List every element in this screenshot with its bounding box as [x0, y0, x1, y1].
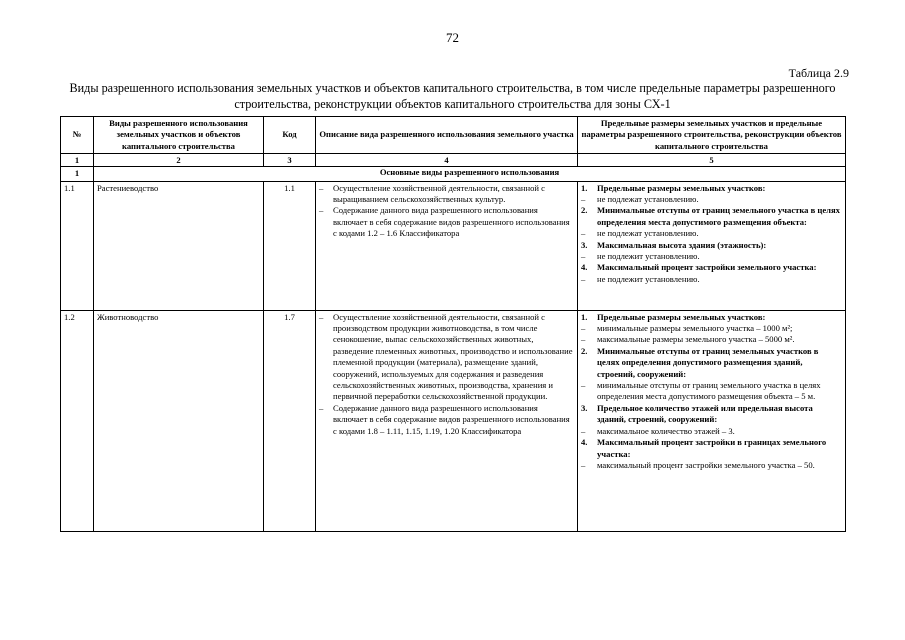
param-heading: [581, 437, 842, 460]
param-value-text: минимальные размеры земельного участка – 1000 м²;: [597, 323, 793, 334]
param-heading-text: Предельные размеры земельных участков:: [597, 311, 766, 322]
param-heading-text: Предельные размеры земельных участков:: [597, 182, 766, 193]
param-heading: [581, 205, 842, 228]
list-item: [319, 183, 574, 206]
param-number: 1.: [581, 311, 588, 322]
param-value-text: не подлежит установлению.: [597, 273, 700, 284]
param-block: [581, 312, 842, 346]
page-number: 72: [446, 30, 459, 45]
param-heading-text: Максимальный процент застройки земельного участка:: [597, 262, 817, 273]
param-number: 4.: [581, 262, 588, 273]
param-block: [581, 183, 842, 206]
section-num: 1: [61, 167, 94, 181]
header-row: [61, 117, 846, 154]
param-number: 1.: [581, 182, 588, 193]
table-row: [61, 181, 846, 310]
index-cell: 2: [94, 154, 264, 167]
param-heading: [581, 346, 842, 380]
param-number: 4.: [581, 437, 588, 448]
row-name: Животноводство: [94, 310, 264, 531]
dash-bullet: –: [319, 182, 324, 193]
dash-bullet: –: [319, 402, 324, 413]
dash-bullet: –: [319, 311, 324, 322]
param-heading: [581, 403, 842, 426]
param-value-text: максимальное количество этажей – 3.: [597, 425, 735, 436]
param-value: – минимальные отступы от границ земельного участка в целях определения места допустимого размещения объекта – 5 м.: [581, 380, 821, 402]
description-text: Осуществление хозяйственной деятельности, связанной с производством продукции животноводства, в том числе сенокошение, выпас сельскохозяйственных животных, разведение племенных животных, производство и использование племенной продукции (материала), размещение зданий, сооружений, используемых для содержания и разведения сельскохозяйственных животных, производства, хранения и первичной переработки сельскохозяйственной продукции.: [333, 311, 573, 402]
row-name: Растениеводство: [94, 181, 264, 310]
param-block: [581, 262, 842, 285]
column-index-row: [61, 154, 846, 167]
param-value: – не подлежат установлению.: [581, 194, 699, 205]
list-item: [319, 205, 574, 239]
table-caption: Виды разрешенного использования земельных участков и объектов капитального строительства, в том числе предельные параметры разрешенного строительства, реконструкции объектов капитального строительства для зоны СХ-1: [69, 81, 836, 111]
param-block: [581, 240, 842, 263]
param-heading-text: Предельное количество этажей или предельная высота зданий, строений, сооружений:: [597, 402, 813, 425]
param-value-text: не подлежат установлению.: [597, 194, 699, 205]
header-types: Виды разрешенного использования земельных участков и объектов капитального строительства: [94, 117, 264, 154]
param-heading: [581, 240, 842, 251]
row-code: 1.7: [264, 310, 316, 531]
index-cell: 3: [264, 154, 316, 167]
header-description: Описание вида разрешенного использования земельного участка: [316, 117, 578, 154]
param-number: 2.: [581, 205, 588, 216]
param-value: – максимальное количество этажей – 3.: [581, 425, 735, 436]
list-item: [319, 312, 574, 403]
description-text: Содержание данного вида разрешенного использования включает в себя содержание видов разрешенного использования с кодами 1.2 – 1.6 Классификатора: [333, 205, 570, 239]
list-item: [319, 403, 574, 437]
param-value-text: минимальные отступы от границ земельного участка в целях определения места допустимого размещения объекта – 5 м.: [597, 380, 821, 402]
param-value: – не подлежит установлению.: [581, 273, 700, 284]
index-cell: 5: [578, 154, 846, 167]
index-cell: 1: [61, 154, 94, 167]
row-num: 1.2: [61, 310, 94, 531]
row-code: 1.1: [264, 181, 316, 310]
section-row: [61, 167, 846, 181]
param-block: [581, 346, 842, 403]
row-description: [316, 181, 578, 310]
param-heading-text: Максимальный процент застройки в границах земельного участка:: [597, 437, 827, 459]
param-block: [581, 403, 842, 437]
param-heading: [581, 312, 842, 323]
dash-bullet: –: [319, 205, 324, 216]
description-list: [319, 183, 574, 240]
param-block: [581, 437, 842, 471]
param-value: – минимальные размеры земельного участка – 1000 м²;: [581, 323, 793, 334]
row-params: [578, 310, 846, 531]
param-block: [581, 205, 842, 239]
param-value-text: не подлежат установлению.: [597, 228, 699, 239]
header-num: №: [61, 117, 94, 154]
description-text: Содержание данного вида разрешенного использования включает в себя содержание видов разрешенного использования с кодами 1.8 – 1.11, 1.15, 1.19, 1.20 Классификатора: [333, 402, 570, 436]
param-number: 2.: [581, 345, 588, 356]
table-label: Таблица 2.9: [788, 66, 849, 80]
param-number: 3.: [581, 239, 588, 250]
table-row: [61, 310, 846, 531]
param-heading: [581, 183, 842, 194]
row-params: [578, 181, 846, 310]
param-value: – максимальный процент застройки земельного участка – 50.: [581, 459, 815, 470]
params-list: [581, 183, 842, 286]
param-number: 3.: [581, 402, 588, 413]
header-code: Код: [264, 117, 316, 154]
param-value-text: не подлежит установлению.: [597, 251, 700, 262]
param-value: – не подлежит установлению.: [581, 251, 700, 262]
param-value: – не подлежат установлению.: [581, 228, 699, 239]
param-value-text: максимальный процент застройки земельного участка – 50.: [597, 459, 815, 470]
row-num: 1.1: [61, 181, 94, 310]
row-description: [316, 310, 578, 531]
section-title: Основные виды разрешенного использования: [94, 167, 846, 181]
header-limits: Предельные размеры земельных участков и предельные параметры разрешенного строительства, реконструкции объектов капитального строительства: [578, 117, 846, 154]
param-heading-text: Минимальные отступы от границ земельного участка в целях определения места допустимого размещения объекта:: [597, 205, 840, 227]
index-cell: 4: [316, 154, 578, 167]
description-list: [319, 312, 574, 437]
params-list: [581, 312, 842, 472]
param-heading: [581, 262, 842, 273]
param-heading-text: Минимальные отступы от границ земельных участков в целях определения допустимого размещения зданий, строений, сооружений:: [597, 345, 819, 379]
param-value-text: максимальные размеры земельного участка – 5000 м².: [597, 334, 795, 345]
param-value: – максимальные размеры земельного участка – 5000 м².: [581, 334, 795, 345]
description-text: Осуществление хозяйственной деятельности, связанной с выращиванием сельскохозяйственных культур.: [333, 182, 545, 205]
land-use-table: [60, 116, 846, 532]
param-heading-text: Максимальная высота здания (этажность):: [597, 239, 767, 250]
